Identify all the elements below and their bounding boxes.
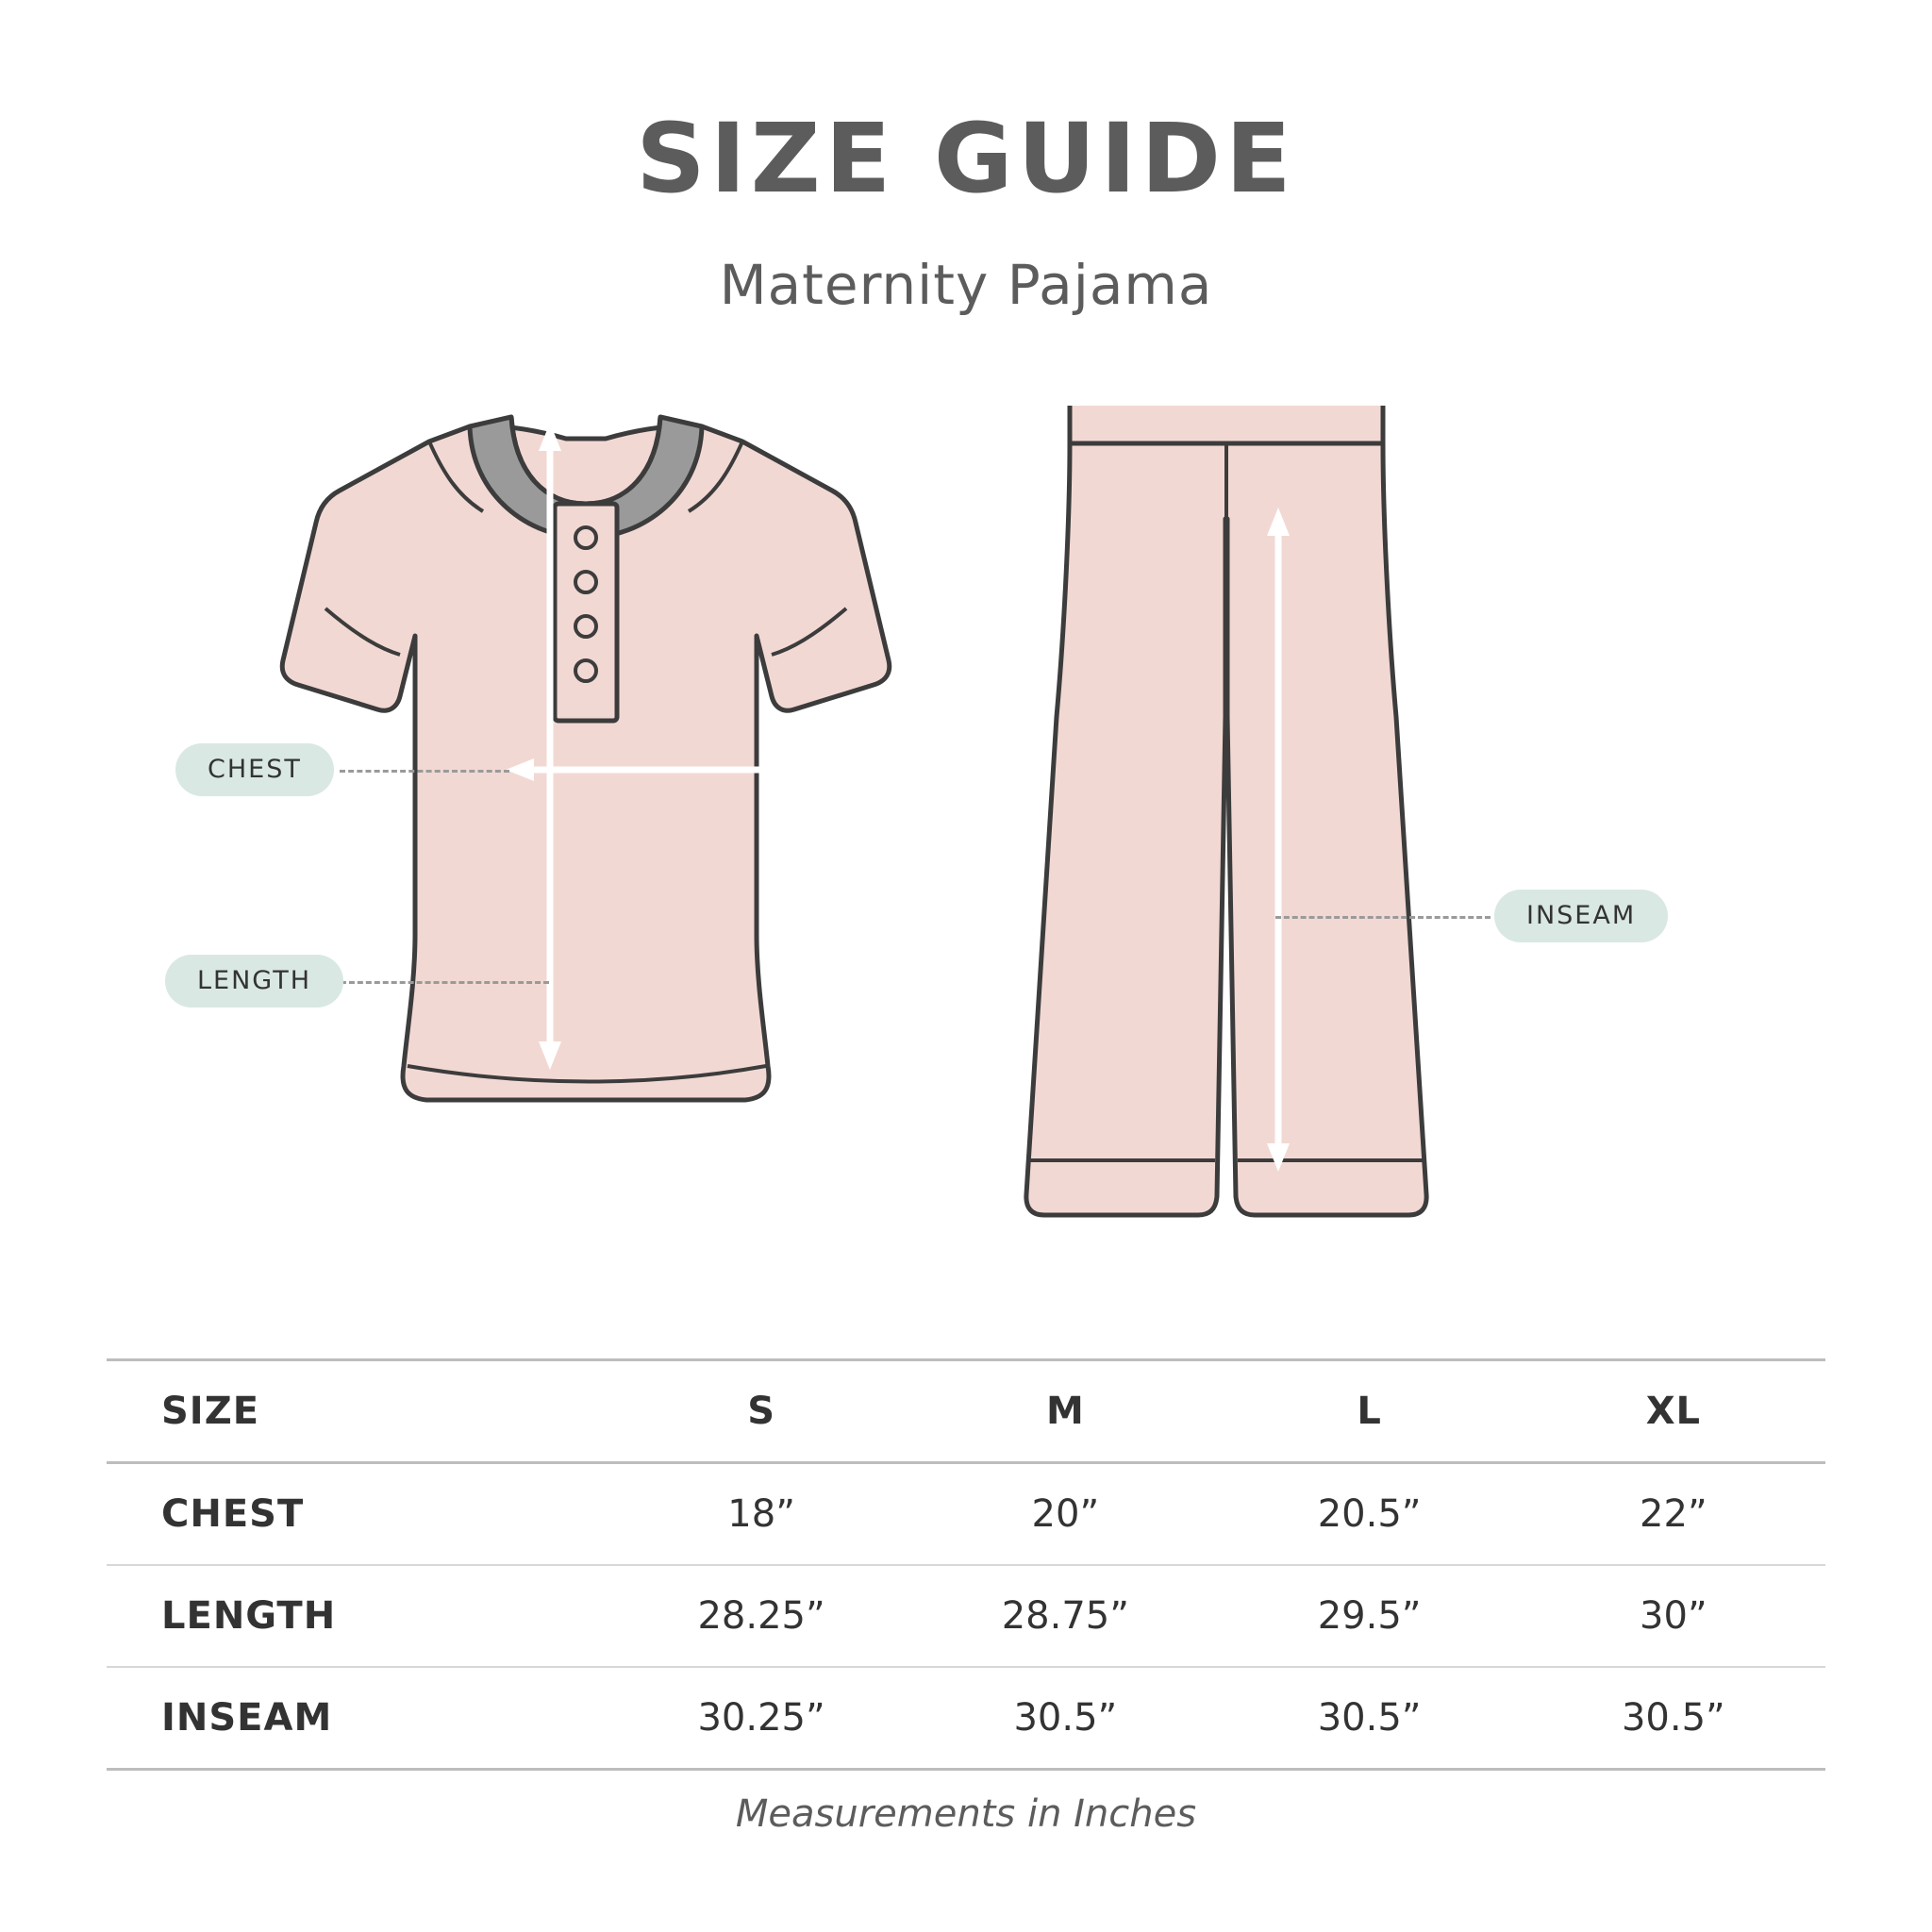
table-row-label: CHEST — [161, 1492, 305, 1536]
table-header-cell: S — [747, 1390, 776, 1433]
table-row — [107, 1565, 1825, 1667]
table-cell: 30.5” — [1013, 1696, 1118, 1740]
garment-illustrations — [0, 406, 1932, 1340]
page-title: SIZE GUIDE — [636, 103, 1296, 215]
table-head — [107, 1360, 1825, 1463]
table-cell: 20” — [1031, 1492, 1100, 1536]
page-header — [0, 103, 1932, 317]
tshirt-illustration-icon — [282, 417, 890, 1100]
table-cell: 29.5” — [1317, 1594, 1422, 1638]
callout-chest: CHEST — [175, 743, 334, 796]
table-cell: 18” — [727, 1492, 795, 1536]
table-cell: 30” — [1640, 1594, 1707, 1638]
pajama-pants-illustration-icon — [1026, 406, 1426, 1215]
table-cell: 20.5” — [1317, 1492, 1422, 1536]
table-header-cell: SIZE — [161, 1390, 260, 1433]
table-row — [107, 1667, 1825, 1770]
size-table-wrapper — [107, 1358, 1825, 1771]
table-row — [107, 1463, 1825, 1566]
table-header-row — [107, 1360, 1825, 1463]
callout-length: LENGTH — [165, 955, 343, 1008]
table-cell: 30.25” — [697, 1696, 825, 1740]
table-body — [107, 1463, 1825, 1770]
table-row-label: LENGTH — [161, 1594, 337, 1638]
table-cell: 30.5” — [1317, 1696, 1422, 1740]
callout-inseam: INSEAM — [1494, 890, 1668, 942]
table-header-cell: L — [1357, 1390, 1382, 1433]
table-header-cell: XL — [1645, 1390, 1702, 1433]
table-header-cell: M — [1045, 1390, 1085, 1433]
table-row-label: INSEAM — [161, 1696, 333, 1740]
table-cell: 28.75” — [1001, 1594, 1129, 1638]
size-table — [107, 1358, 1825, 1771]
measurement-units-note: Measurements in Inches — [735, 1792, 1197, 1836]
table-cell: 28.25” — [697, 1594, 825, 1638]
page-subtitle: Maternity Pajama — [719, 253, 1213, 317]
table-cell: 22” — [1640, 1492, 1707, 1536]
chest-leader-line — [340, 770, 509, 773]
length-leader-line — [332, 981, 549, 984]
inseam-leader-line — [1275, 916, 1491, 919]
table-cell: 30.5” — [1621, 1696, 1725, 1740]
